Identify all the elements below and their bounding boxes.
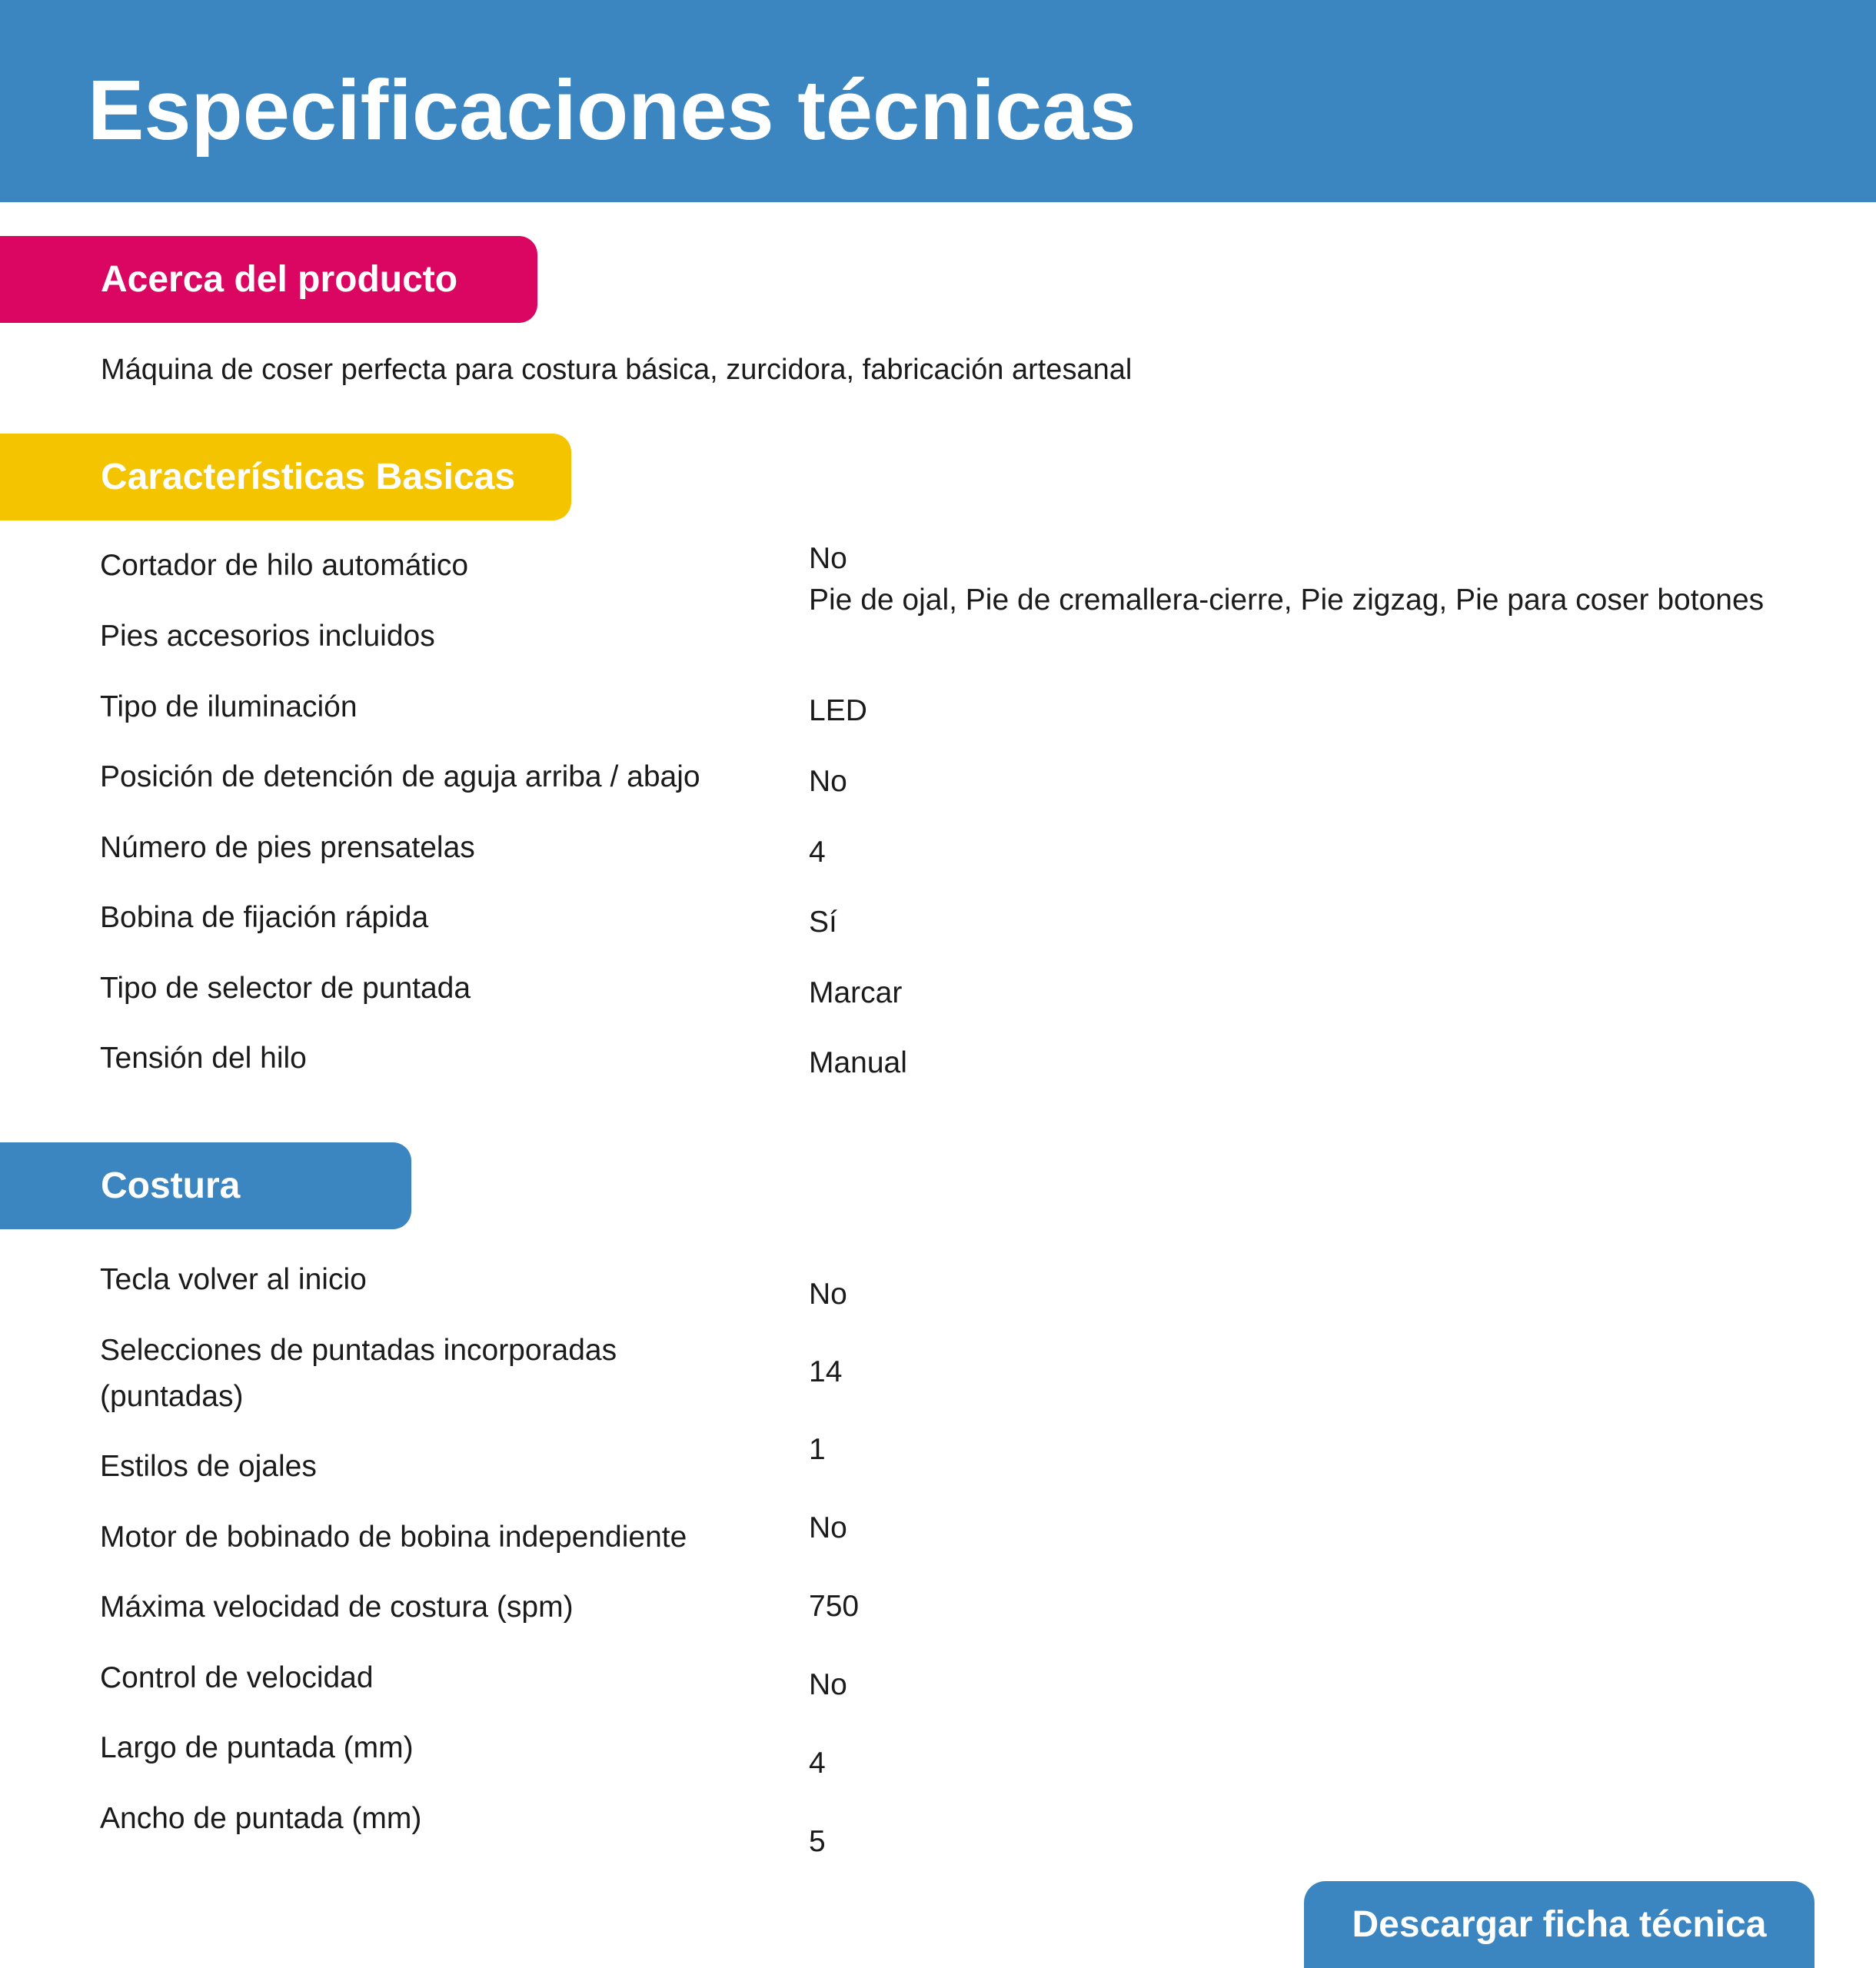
section-heading-about-label: Acerca del producto bbox=[101, 259, 458, 300]
spec-value: 1 bbox=[809, 1433, 826, 1466]
section-heading-sewing bbox=[0, 1142, 411, 1229]
spec-value: 750 bbox=[809, 1590, 860, 1623]
spec-label: Motor de bobinado de bobina independiente bbox=[100, 1521, 687, 1554]
spec-label: Tipo de selector de puntada bbox=[100, 972, 471, 1005]
spec-label: Control de velocidad bbox=[100, 1661, 374, 1694]
section-heading-basic bbox=[0, 434, 571, 520]
spec-value: No bbox=[809, 765, 847, 798]
spec-value: Manual bbox=[809, 1046, 907, 1079]
section-heading-basic-label: Características Basicas bbox=[101, 457, 516, 497]
spec-label: Tipo de iluminación bbox=[100, 690, 358, 723]
spec-value: No bbox=[809, 542, 847, 575]
spec-label: Estilos de ojales bbox=[100, 1450, 317, 1483]
spec-label: Máxima velocidad de costura (spm) bbox=[100, 1591, 574, 1624]
spec-label: Cortador de hilo automático bbox=[100, 549, 469, 582]
download-datasheet-button[interactable]: Descargar ficha técnica bbox=[1304, 1881, 1814, 1968]
spec-value: No bbox=[809, 1278, 847, 1311]
spec-value: 14 bbox=[809, 1355, 843, 1388]
spec-value: Sí bbox=[809, 906, 837, 939]
page-header bbox=[0, 0, 1876, 202]
spec-value: No bbox=[809, 1668, 847, 1701]
spec-label: Pies accesorios incluidos bbox=[100, 620, 435, 653]
spec-label: Ancho de puntada (mm) bbox=[100, 1802, 422, 1835]
spec-value: Marcar bbox=[809, 976, 903, 1009]
spec-label: Tensión del hilo bbox=[100, 1042, 307, 1075]
spec-value: 5 bbox=[809, 1825, 826, 1858]
product-description: Máquina de coser perfecta para costura básica, zurcidora, fabricación artesanal bbox=[101, 354, 1133, 386]
spec-label: Posición de detención de aguja arriba / abajo bbox=[100, 760, 700, 793]
spec-value: Pie de ojal, Pie de cremallera-cierre, Pie zigzag, Pie para coser botones bbox=[809, 583, 1765, 617]
spec-value: 4 bbox=[809, 1747, 826, 1780]
spec-label: Selecciones de puntadas incorporadas (puntadas) bbox=[100, 1334, 617, 1413]
spec-label: Tecla volver al inicio bbox=[100, 1263, 367, 1296]
spec-label: Bobina de fijación rápida bbox=[100, 901, 429, 934]
section-heading-about bbox=[0, 236, 537, 323]
spec-label: Largo de puntada (mm) bbox=[100, 1731, 414, 1764]
spec-value: No bbox=[809, 1511, 847, 1544]
spec-label: Número de pies prensatelas bbox=[100, 831, 475, 864]
spec-value: 4 bbox=[809, 836, 826, 869]
section-heading-sewing-label: Costura bbox=[101, 1165, 241, 1206]
spec-value: LED bbox=[809, 694, 867, 727]
page-title: Especificaciones técnicas bbox=[88, 63, 1136, 158]
